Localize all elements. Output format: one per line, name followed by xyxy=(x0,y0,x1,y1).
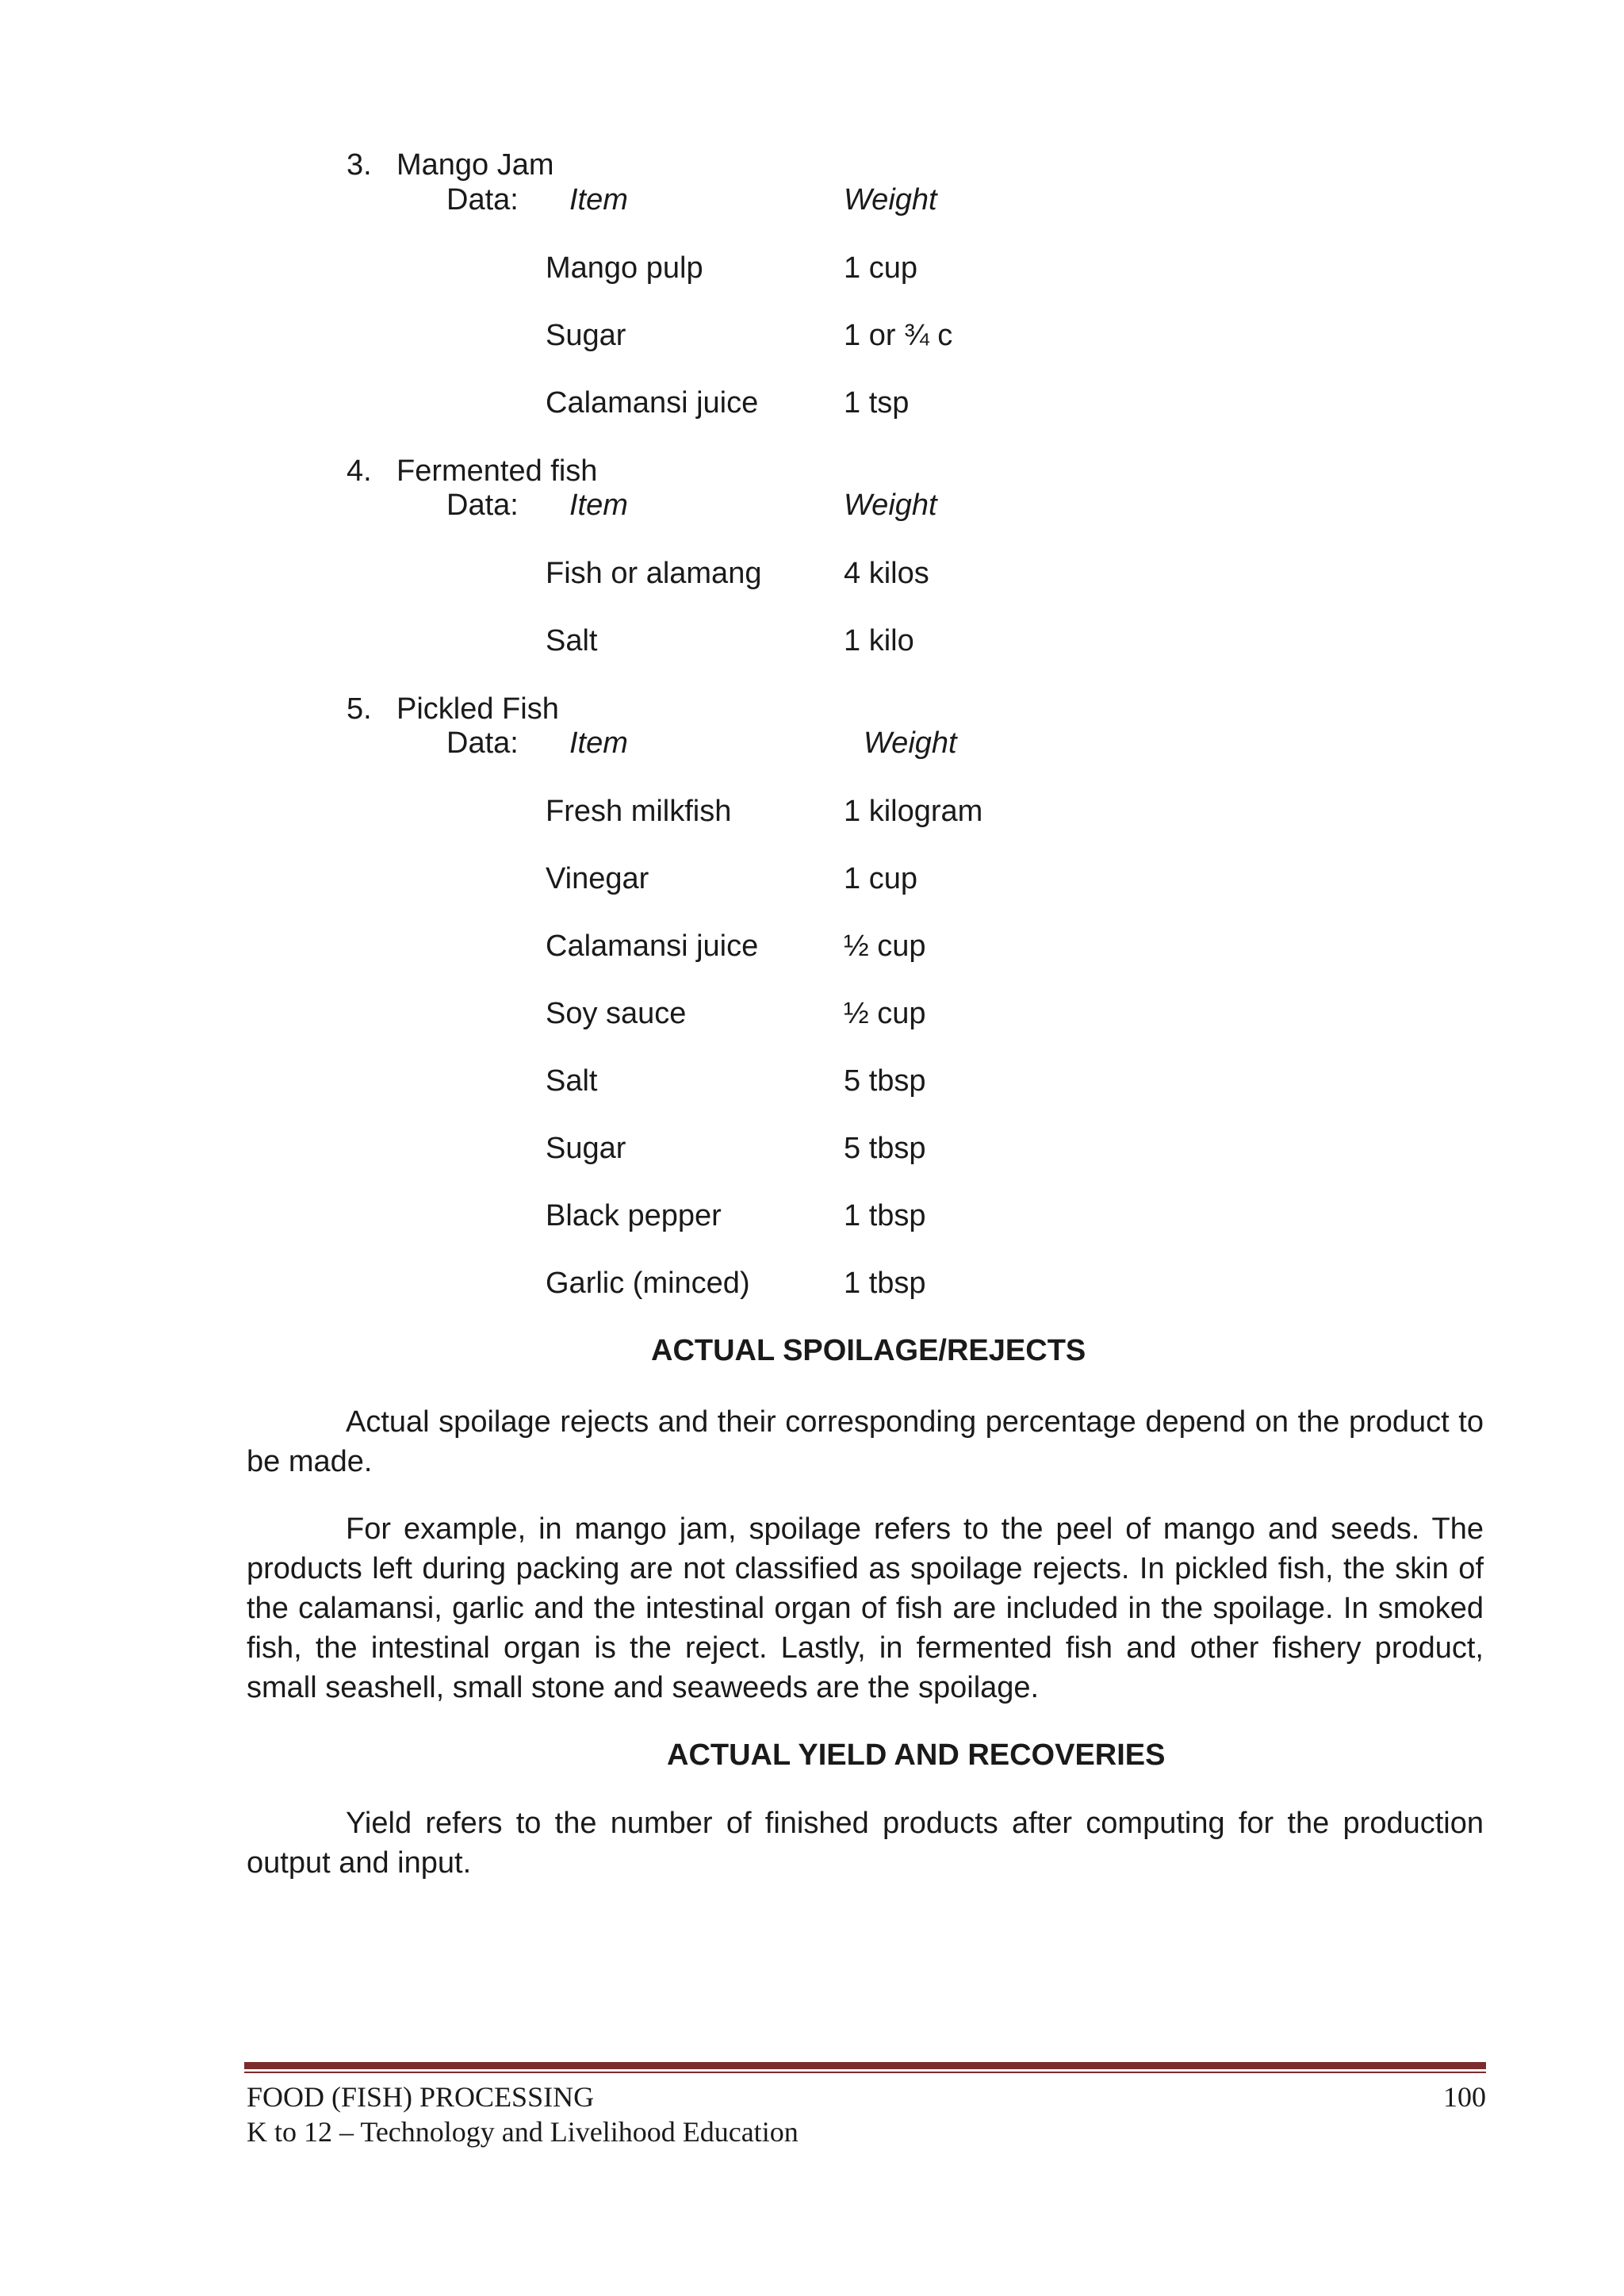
section-4-data-label: Data: xyxy=(446,489,519,522)
footer-title: FOOD (FISH) PROCESSING xyxy=(247,2081,595,2113)
table-row-item: Black pepper xyxy=(546,1199,722,1232)
section-3-number: 3. xyxy=(347,148,372,182)
footer-rule-thin xyxy=(244,2072,1486,2073)
table-row-weight: 1 kilogram xyxy=(844,795,983,828)
table-row-item: Calamansi juice xyxy=(546,930,759,963)
section-5-item-header: Item xyxy=(569,726,628,760)
section-5-title: Pickled Fish xyxy=(396,692,559,726)
table-row-item: Salt xyxy=(546,1064,598,1098)
table-row-weight: 1 tbsp xyxy=(844,1199,926,1232)
section-4-item-header: Item xyxy=(569,489,628,522)
table-row-item: Calamansi juice xyxy=(546,386,759,420)
section-5-number: 5. xyxy=(347,692,372,726)
section-3-title: Mango Jam xyxy=(396,148,554,182)
table-row-weight: 1 or ¾ c xyxy=(844,319,953,352)
table-row-item: Mango pulp xyxy=(546,251,703,285)
section-3-weight-header: Weight xyxy=(844,183,937,217)
spoilage-paragraph-1: Actual spoilage rejects and their corresponding percentage depend on the product to be made. xyxy=(247,1405,1484,1478)
table-row-weight: 5 tbsp xyxy=(844,1132,926,1165)
table-row-item: Fish or alamang xyxy=(546,557,762,590)
table-row-item: Soy sauce xyxy=(546,997,687,1030)
table-row-weight: 1 cup xyxy=(844,251,917,285)
section-4-title: Fermented fish xyxy=(396,454,598,488)
table-row-weight: 4 kilos xyxy=(844,557,929,590)
section-4-weight-header: Weight xyxy=(844,489,937,522)
footer-rule-thick xyxy=(244,2062,1486,2069)
table-row-item: Salt xyxy=(546,624,598,657)
table-row-item: Sugar xyxy=(546,319,626,352)
table-row-weight: 1 tsp xyxy=(844,386,910,420)
table-row-weight: 1 cup xyxy=(844,862,917,895)
table-row-weight: 1 tbsp xyxy=(844,1267,926,1300)
section-5-weight-header: Weight xyxy=(864,726,957,760)
table-row-weight: 1 kilo xyxy=(844,624,914,657)
section-4-number: 4. xyxy=(347,454,372,488)
section-3-data-label: Data: xyxy=(446,183,519,217)
page-number: 100 xyxy=(1443,2081,1486,2113)
table-row-weight: 5 tbsp xyxy=(844,1064,926,1098)
yield-heading: ACTUAL YIELD AND RECOVERIES xyxy=(667,1738,1166,1772)
table-row-item: Fresh milkfish xyxy=(546,795,732,828)
table-row-item: Garlic (minced) xyxy=(546,1267,750,1300)
yield-paragraph: Yield refers to the number of finished products after computing for the production output and input. xyxy=(247,1807,1484,1880)
footer-subtitle: K to 12 – Technology and Livelihood Education xyxy=(247,2116,799,2148)
table-row-item: Vinegar xyxy=(546,862,649,895)
table-row-item: Sugar xyxy=(546,1132,626,1165)
spoilage-heading: ACTUAL SPOILAGE/REJECTS xyxy=(651,1334,1086,1367)
section-5-data-label: Data: xyxy=(446,726,519,760)
table-row-weight: ½ cup xyxy=(844,997,926,1030)
section-3-item-header: Item xyxy=(569,183,628,217)
spoilage-paragraph-2: For example, in mango jam, spoilage refers to the peel of mango and seeds. The products left during packing are not classified as spoilage rejects. In pickled fish, the skin of the calamansi, garlic and the intestinal organ of fish are included in the spoilage. In smoked fish, the intestinal organ is the reject. Lastly, in fermented fish and other fishery product, small seashell, small stone and seaweeds are the spoilage. xyxy=(247,1512,1484,1704)
table-row-weight: ½ cup xyxy=(844,930,926,963)
